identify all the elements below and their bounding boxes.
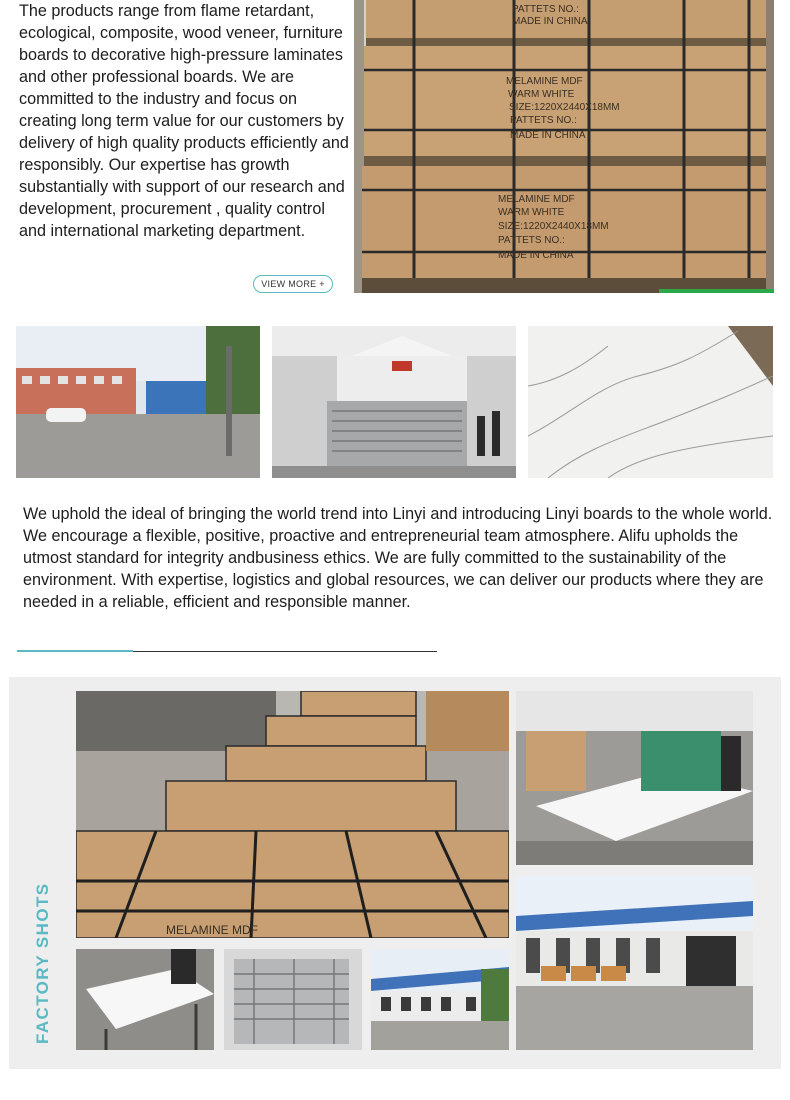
pallets-illustration <box>354 0 774 293</box>
pallet-2-line1: MELAMINE MDF <box>506 76 583 87</box>
intro-paragraph: The products range from flame retardant, ecological, composite, wood veneer, furniture boards to decorative high-pressure laminates and other professional boards. We are committed to the industry and focus on creating long term value for our customers by delivery of high quality products efficiently and responsibly. Our expertise has growth substantially with support of our research and development, procurement , quality control and international marketing department. <box>19 2 349 240</box>
photo-office-building <box>371 949 509 1050</box>
pallet-1-line2: MADE IN CHINA <box>512 16 588 27</box>
pallet-2-line5: MADE IN CHINA <box>510 130 586 141</box>
pallet-3-line5: MADE IN CHINA <box>498 250 574 261</box>
photo-warehouse-pallets <box>76 691 509 938</box>
pallet-2-line2: WARM WHITE <box>508 89 575 100</box>
photo-mdf-pallets <box>354 0 774 293</box>
photo-laminating-table <box>516 691 753 865</box>
section-divider-accent <box>17 650 133 652</box>
photo-press-machine <box>272 326 516 478</box>
pallet-3-line1: MELAMINE MDF <box>498 194 575 205</box>
factory-shots-title: FACTORY SHOTS <box>33 882 52 1044</box>
photo-accent-bar <box>659 289 774 293</box>
photo-white-board <box>76 949 214 1050</box>
pallet-3-line4: PATTETS NO.: <box>498 235 565 246</box>
pallet-1-line1: PATTETS NO.: <box>512 4 579 15</box>
photo-marble-board <box>528 326 773 478</box>
pallet-2-line3: SIZE:1220X2440X18MM <box>509 102 620 113</box>
pallet-2-line4: PATTETS NO.: <box>510 115 577 126</box>
view-more-button[interactable]: VIEW MORE + <box>253 275 333 293</box>
section-divider <box>133 651 437 652</box>
board-stamp: MELAMINE MDF <box>166 923 259 937</box>
pallet-3-line3: SIZE:1220X2440X18MM <box>498 221 609 232</box>
photo-factory-exterior <box>16 326 260 478</box>
photo-drying-rack <box>224 949 362 1050</box>
pallet-3-line2: WARM WHITE <box>498 207 565 218</box>
photo-factory-shed <box>516 876 753 1050</box>
about-paragraph: We uphold the ideal of bringing the world trend into Linyi and introducing Linyi boards to the whole world. We encourage a flexible, positive, proactive and entrepreneurial team atmosphere. Alifu upholds the utmost standard for integrity andbusiness ethics. We are fully committed to the sustainability of the environment. With expertise, logistics and global resources, we can deliver our products where they are needed in a reliable, efficient and responsible manner. <box>23 505 773 611</box>
